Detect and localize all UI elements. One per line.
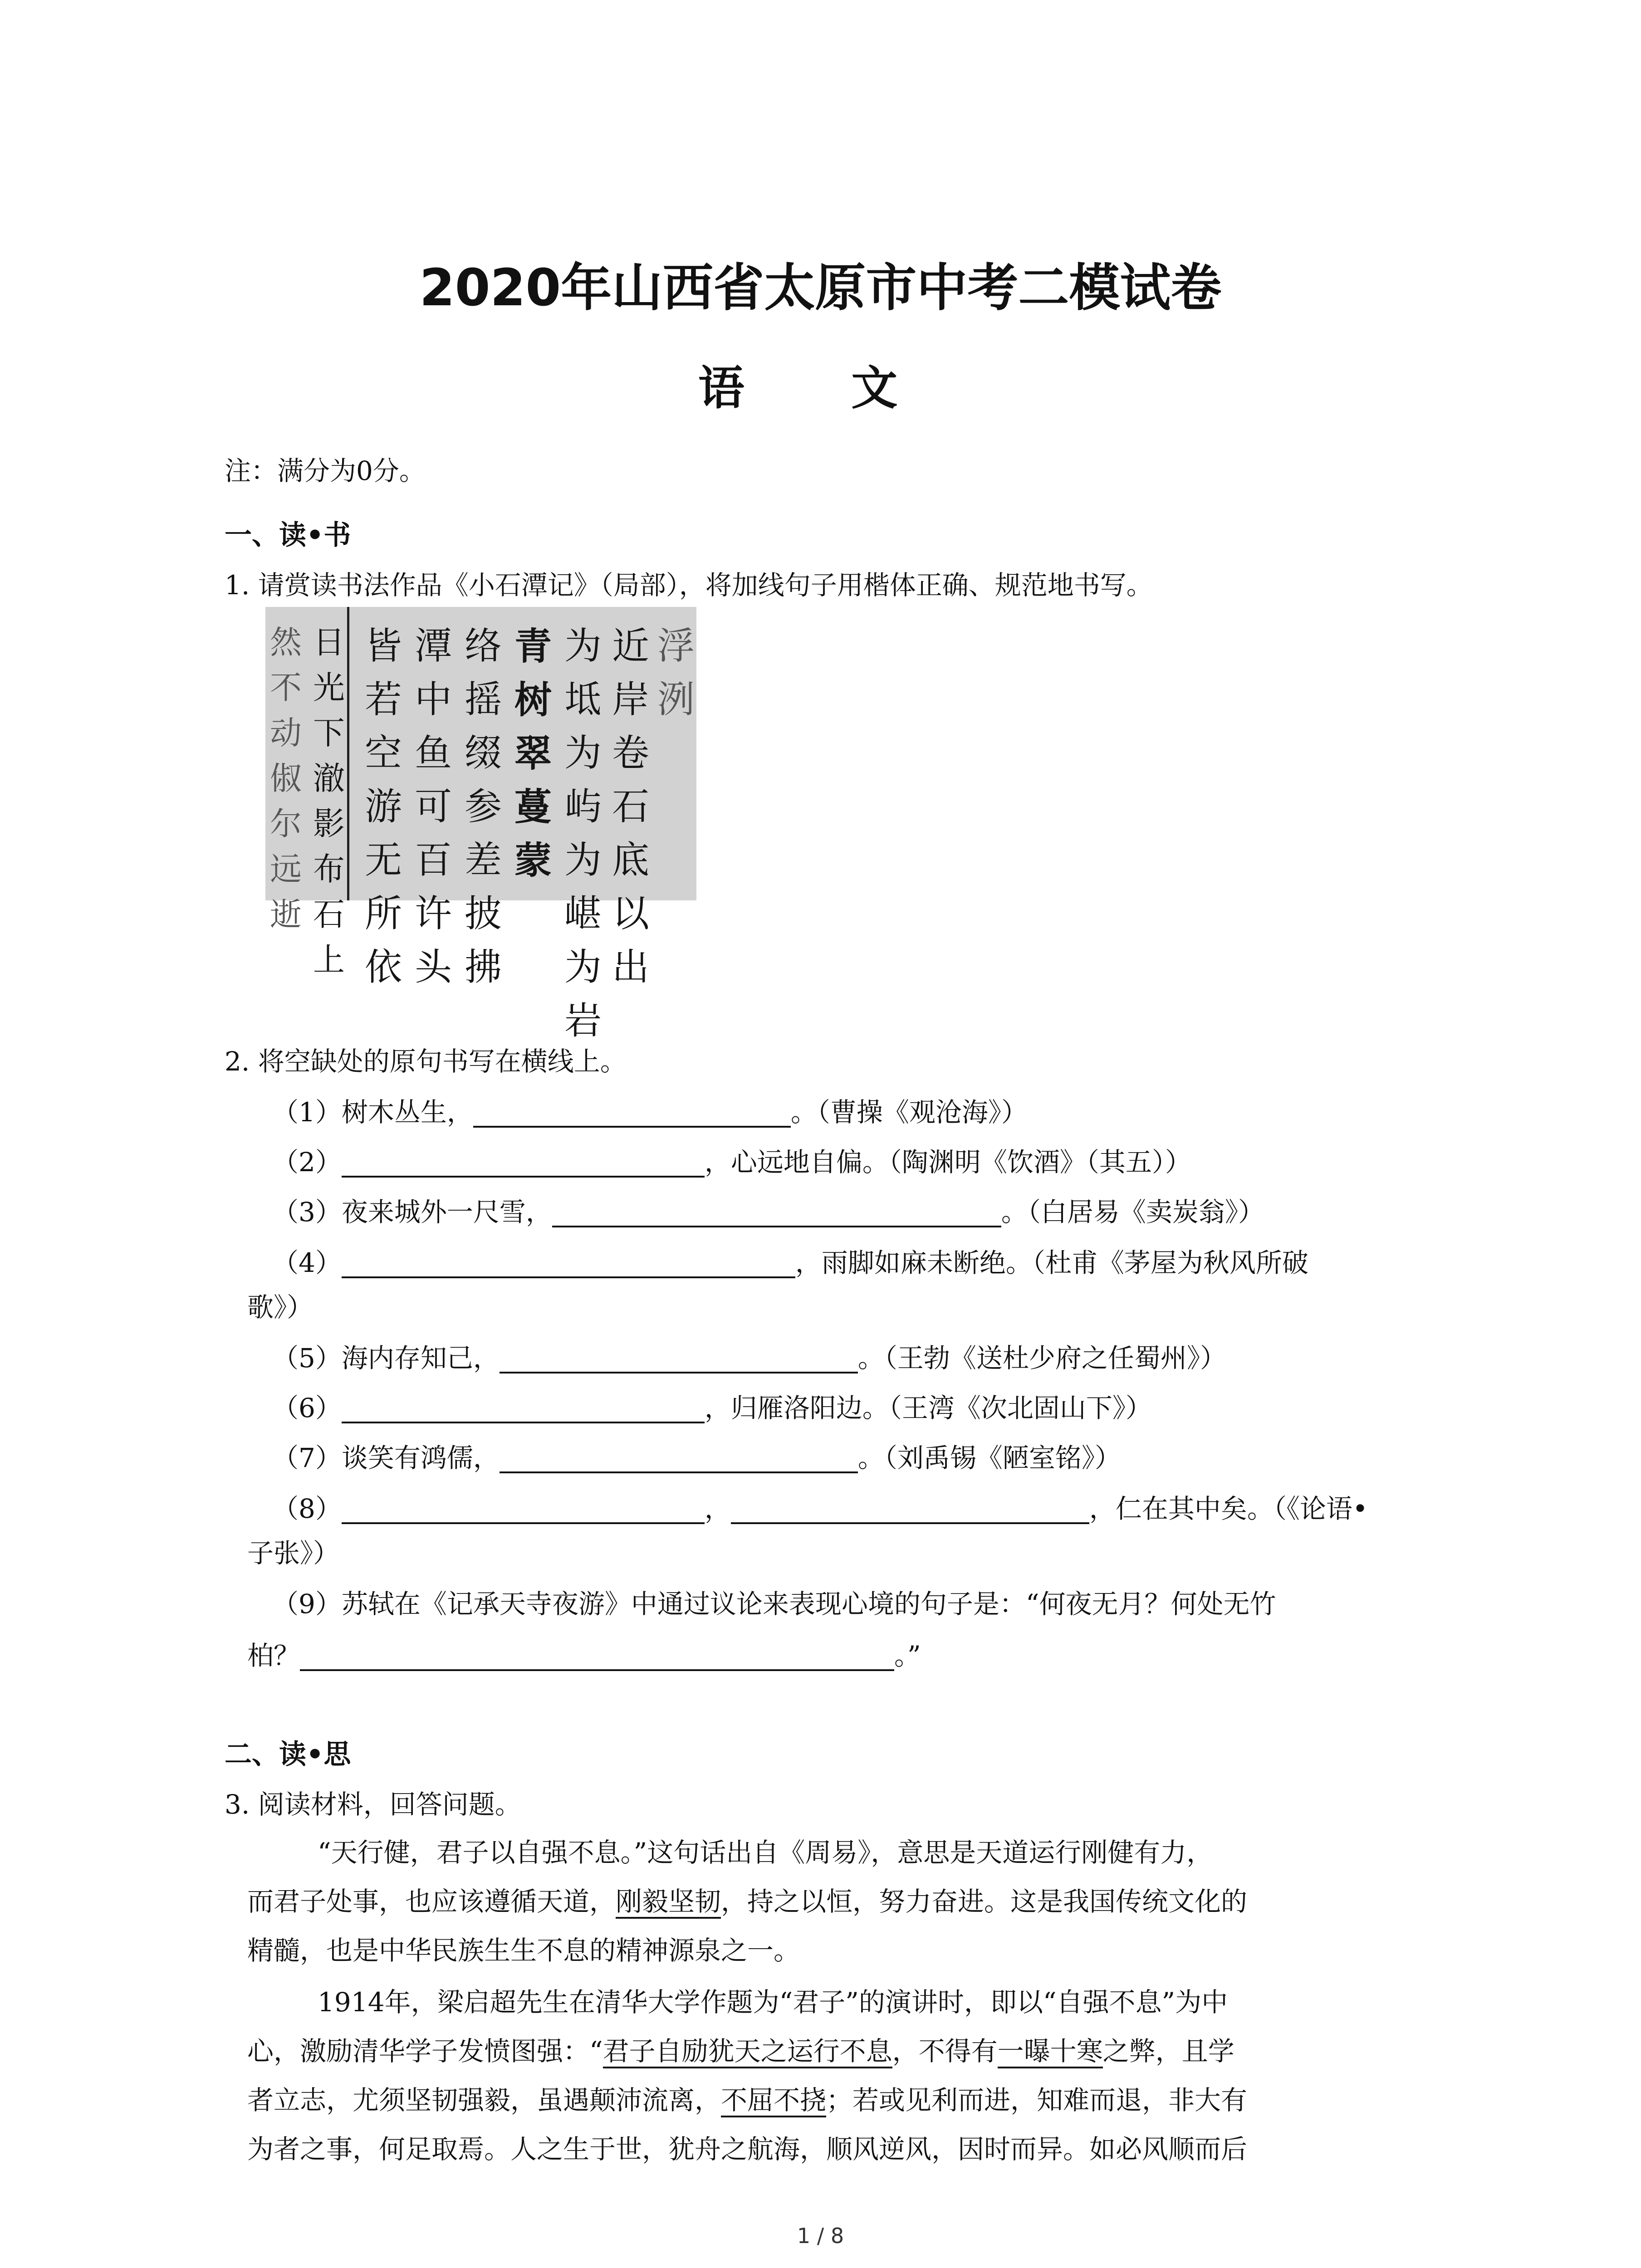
passage-text: ，不得有 xyxy=(892,2036,998,2067)
passage-line xyxy=(247,2027,1234,2076)
fill-item-source: ，归雁洛阳边。（王湾《次北固山下》） xyxy=(704,1393,1152,1423)
question-1-text: 1. 请赏读书法作品《小石潭记》（局部），将加线句子用楷体正确、规范地书写。 xyxy=(225,570,1153,601)
calligraphy-column: 青 树 翠 蔓 蒙 xyxy=(514,625,552,882)
passage-line: 精髓，也是中华民族生生不息的精神源泉之一。 xyxy=(247,1935,800,1966)
fill-item-7 xyxy=(272,1440,1121,1476)
fill-item-4 xyxy=(272,1245,1308,1281)
fill-item-1 xyxy=(272,1094,1028,1130)
passage-line xyxy=(247,2076,1247,2125)
fill-item-source: 。” xyxy=(894,1640,921,1671)
calligraphy-column: 日 光 下 澈 影 布 石 上 xyxy=(313,624,345,978)
question-3-text: 3. 阅读材料，回答问题。 xyxy=(225,1789,521,1820)
passage-text: ，持之以恒，努力奋进。这是我国传统文化的 xyxy=(721,1886,1248,1917)
fill-blank[interactable] xyxy=(342,1495,705,1524)
fill-blank[interactable] xyxy=(300,1642,894,1671)
fill-item-3 xyxy=(272,1194,1264,1230)
fill-item-source: ，雨脚如麻未断绝。（杜甫《茅屋为秋风所破 xyxy=(795,1247,1308,1278)
fill-blank[interactable] xyxy=(342,1394,705,1423)
passage-line: 为者之事，何足取焉。人之生于世，犹舟之航海，顺风逆风，因时而异。如必风顺而后 xyxy=(247,2134,1248,2165)
fill-item-4-continuation: 歌》） xyxy=(247,1292,314,1323)
fill-item-source: 。（王勃《送杜少府之任蜀州》） xyxy=(857,1343,1226,1374)
calligraphy-column: 近 岸 卷 石 底 以 出 xyxy=(612,625,649,989)
passage-text: ；若或见利而进，知难而退，非大有 xyxy=(826,2085,1248,2116)
fill-item-prefix: （7）谈笑有鸿儒， xyxy=(272,1442,500,1473)
fill-item-prefix: （4） xyxy=(272,1247,342,1278)
fill-item-prefix: 柏？ xyxy=(247,1640,300,1671)
subject-heading: 语 文 xyxy=(698,362,943,415)
calligraphy-column: 然 不 动 俶 尔 远 逝 xyxy=(270,624,302,933)
fill-blank[interactable] xyxy=(500,1344,858,1374)
passage-line: “天行健，君子以自强不息。”这句话出自《周易》，意思是天道运行刚健有力， xyxy=(318,1837,1213,1868)
page-title: 2020年山西省太原市中考二模试卷 xyxy=(419,259,1222,318)
calligraphy-column: 为 坻 为 屿 为 嵁 为 岩 xyxy=(564,625,602,1042)
underlined-phrase: 不屈不挠 xyxy=(721,2085,826,2117)
fill-item-prefix: （5）海内存知己， xyxy=(272,1343,500,1374)
fill-item-2 xyxy=(272,1144,1191,1180)
fill-blank[interactable] xyxy=(473,1099,791,1128)
fill-item-prefix: （1）树木丛生， xyxy=(272,1097,473,1128)
fill-item-6 xyxy=(272,1390,1152,1426)
calligraphy-column: 浮 洌 xyxy=(657,625,695,721)
fill-blank[interactable] xyxy=(500,1444,858,1473)
underlined-phrase: 刚毅坚韧 xyxy=(616,1886,721,1919)
question-2-text: 2. 将空缺处的原句书写在横线上。 xyxy=(225,1046,627,1077)
passage-line: 1914年，梁启超先生在清华大学作题为“君子”的演讲时，即以“自强不息”为中 xyxy=(318,1987,1228,2018)
fill-blank[interactable] xyxy=(552,1198,1001,1227)
fill-item-prefix: （8） xyxy=(272,1493,342,1524)
page-number: 1 / 8 xyxy=(797,2224,844,2248)
fill-item-prefix: （3）夜来城外一尺雪， xyxy=(272,1197,552,1227)
fill-item-8-continuation: 子张》） xyxy=(247,1538,340,1569)
calligraphy-column: 潭 中 鱼 可 百 许 头 xyxy=(414,625,452,989)
passage-text: 心，激励清华学子发愤图强：“ xyxy=(247,2036,603,2067)
underlined-phrase: 君子自励犹天之运行不息 xyxy=(603,2036,892,2068)
fill-item-source: ，心远地自偏。（陶渊明《饮酒》（其五）） xyxy=(704,1147,1191,1178)
section-two-heading: 二、读•思 xyxy=(225,1739,351,1770)
underlined-phrase: 一曝十寒 xyxy=(998,2036,1103,2068)
calligraphy-image xyxy=(265,607,696,1042)
fill-item-8 xyxy=(272,1491,1368,1527)
fill-blank[interactable] xyxy=(342,1149,705,1178)
fill-item-prefix: （6） xyxy=(272,1393,342,1423)
fill-item-9: （9）苏轼在《记承天寺夜游》中通过议论来表现心境的句子是：“何夜无月？何处无竹 xyxy=(272,1589,1276,1619)
fill-item-source: 。（曹操《观沧海》） xyxy=(790,1097,1028,1128)
section-one-heading: 一、读•书 xyxy=(225,519,351,551)
fill-item-separator: ， xyxy=(704,1493,731,1524)
calligraphy-column: 络 摇 缀 参 差 披 拂 xyxy=(464,625,502,989)
passage-text: 者立志，尤须坚韧强毅，虽遇颠沛流离， xyxy=(247,2085,721,2116)
passage-text: 而君子处事，也应该遵循天道， xyxy=(247,1886,616,1917)
passage-line xyxy=(247,1877,1247,1926)
score-note: 注：满分为0分。 xyxy=(225,455,426,486)
fill-item-source: ，仁在其中矣。（《论语• xyxy=(1089,1493,1368,1524)
fill-item-5 xyxy=(272,1340,1226,1376)
calligraphy-column: 皆 若 空 游 无 所 依 xyxy=(364,625,402,989)
fill-item-source: 。（白居易《卖炭翁》） xyxy=(1001,1197,1264,1227)
passage-text: 之弊，且学 xyxy=(1102,2036,1234,2067)
fill-item-source: 。（刘禹锡《陋室铭》） xyxy=(857,1442,1121,1473)
fill-blank[interactable] xyxy=(342,1249,795,1278)
fill-blank[interactable] xyxy=(731,1495,1089,1524)
fill-item-9-continuation xyxy=(247,1637,921,1674)
fill-item-prefix: （2） xyxy=(272,1147,342,1178)
